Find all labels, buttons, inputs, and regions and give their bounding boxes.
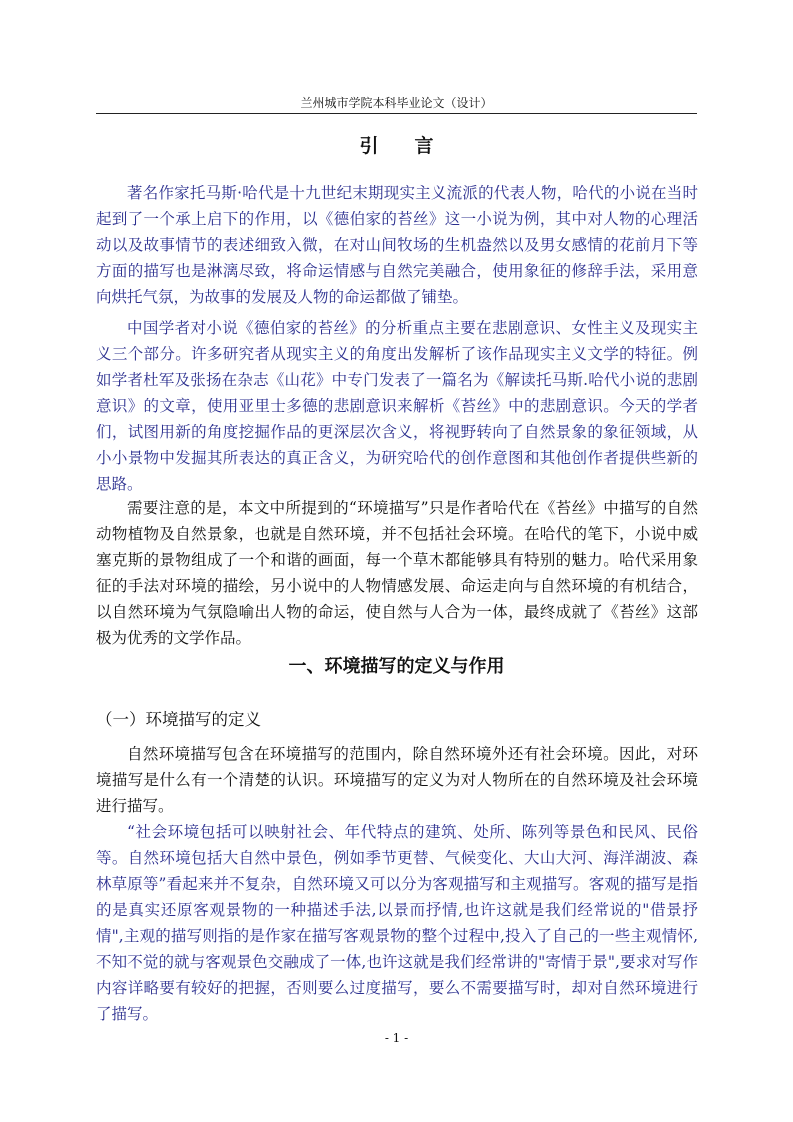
subsection-heading: （一）环境描写的定义 bbox=[96, 710, 261, 729]
page-title: 引言 bbox=[359, 135, 470, 157]
section-heading: 一、环境描写的定义与作用 bbox=[288, 656, 505, 677]
header-divider bbox=[96, 113, 697, 114]
definition-paragraph-2: “社会环境包括可以映射社会、年代特点的建筑、处所、陈列等景色和民风、民俗等。自然环境包括大自然中景色，例如季节更替、气候变化、大山大河、海洋湖波、森林草原等”看起来并不复杂，自然环境又可以分为客观描写和主观描写。客观的描写是指的是真实还原客观景物的一种描述手法,以景而抒情,也许这就是我们经常说的"借景抒情",主观的描写则指的是作家在描写客观景物的整个过程中,投入了自己的一些主观情怀,不知不觉的就与客观景色交融成了一体,也许这就是我们经常讲的"寄情于景",要求对写作内容详略要有较好的把握，否则要么过度描写，要么不需要描写时，却对自然环境进行了描写。 bbox=[96, 823, 698, 1023]
intro-paragraph-3: 需要注意的是，本文中所提到的“环境描写”只是作者哈代在《苔丝》中描写的自然动物植物及自然景象，也就是自然环境，并不包括社会环境。在哈代的笔下，小说中威塞克斯的景物组成了一个和谐的画面，每一个草木都能够具有特别的魅力。哈代采用象征的手法对环境的描绘，另小说中的人物情感发展、命运走向与自然环境的有机结合，以自然环境为气氛隐喻出人物的命运，使自然与人合为一体，最终成就了《苔丝》这部极为优秀的文学作品。 bbox=[96, 499, 698, 647]
page-number: - 1 - bbox=[384, 1031, 409, 1045]
definition-paragraph-1: 自然环境描写包含在环境描写的范围内，除自然环境外还有社会环境。因此，对环境描写是什么有一个清楚的认识。环境描写的定义为对人物所在的自然环境及社会环境进行描写。 bbox=[96, 745, 698, 815]
running-header: 兰州城市学院本科毕业论文（设计） bbox=[300, 96, 493, 110]
intro-paragraph-1: 著名作家托马斯·哈代是十九世纪末期现实主义流派的代表人物，哈代的小说在当时起到了一个承上启下的作用，以《德伯家的苔丝》这一小说为例，其中对人物的心理活动以及故事情节的表述细致入微，在对山间牧场的生机盎然以及男女感情的花前月下等方面的描写也是淋漓尽致，将命运情感与自然完美融合，使用象征的修辞手法，采用意向烘托气氛，为故事的发展及人物的命运都做了铺垫。 bbox=[96, 184, 698, 306]
intro-paragraph-2: 中国学者对小说《德伯家的苔丝》的分析重点主要在悲剧意识、女性主义及现实主义三个部分。许多研究者从现实主义的角度出发解析了该作品现实主义文学的特征。例如学者杜军及张扬在杂志《山花》中专门发表了一篇名为《解读托马斯.哈代小说的悲剧意识》的文章，使用亚里士多德的悲剧意识来解析《苔丝》中的悲剧意识。今天的学者们，试图用新的角度挖掘作品的更深层次含义，将视野转向了自然景象的象征领域，从小小景物中发掘其所表达的真正含义，为研究哈代的创作意图和其他创作者提供些新的思路。 bbox=[96, 319, 698, 493]
